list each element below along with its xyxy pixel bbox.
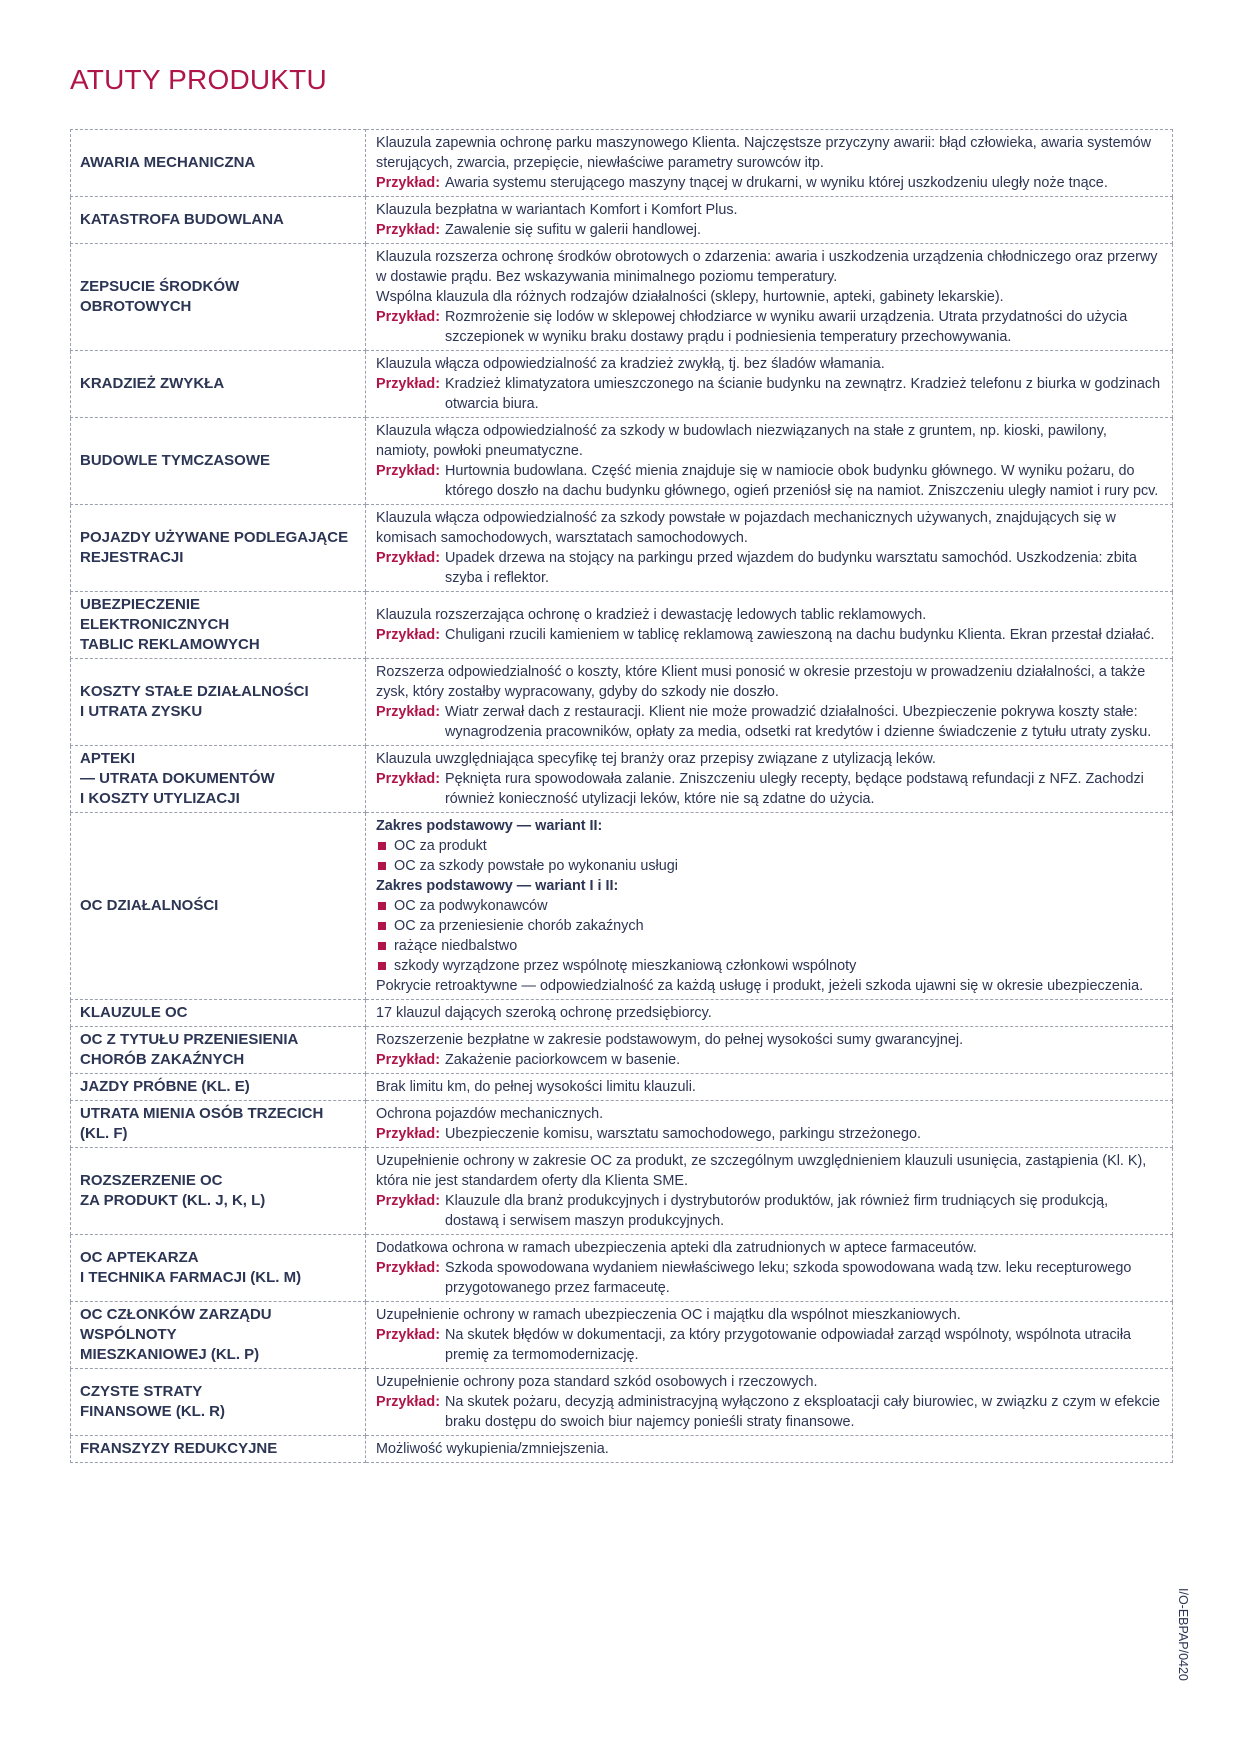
row-description: [366, 1302, 1173, 1369]
bullet-square-icon: [378, 942, 386, 950]
list-item-text: OC za przeniesienie chorób zakaźnych: [394, 918, 644, 934]
example: [376, 173, 1164, 193]
row-heading-line: POJAZDY UŻYWANE PODLEGAJĄCE: [80, 529, 349, 546]
example-label: Przykład:: [376, 463, 440, 479]
page-title: ATUTY PRODUKTU: [70, 64, 327, 95]
table-row: [71, 659, 1173, 746]
row-heading-line: FINANSOWE (KL. R): [80, 1403, 225, 1420]
example: [376, 548, 1164, 588]
table-row: [71, 1000, 1173, 1027]
bullet-square-icon: [378, 862, 386, 870]
row-heading-line: OC Z TYTUŁU PRZENIESIENIA: [80, 1031, 299, 1048]
row-heading-line: BUDOWLE TYMCZASOWE: [80, 452, 270, 469]
example-label: Przykład:: [376, 704, 440, 720]
example-text: Wiatr zerwał dach z restauracji. Klient nie może prowadzić działalności. Ubezpieczenie pokrywa koszty stałe: wynagrodzenia pracowników, opłaty za media, odsetki rat kredytów i dzienne świadczenie z tytułu utraty zysku.: [445, 704, 1152, 740]
row-description: [366, 130, 1173, 197]
row-heading: [71, 1369, 366, 1436]
row-heading-line: ZA PRODUKT (KL. J, K, L): [80, 1192, 266, 1209]
list-item-text: OC za produkt: [394, 838, 487, 854]
row-heading: [71, 1436, 366, 1463]
row-heading: [71, 1074, 366, 1101]
row-heading-line: I UTRATA ZYSKU: [80, 703, 203, 720]
description-text: Uzupełnienie ochrony poza standard szkód osobowych i rzeczowych.: [376, 1374, 818, 1390]
bullet-square-icon: [378, 962, 386, 970]
row-heading-line: UTRATA MIENIA OSÓB TRZECICH: [80, 1105, 324, 1122]
row-heading: [71, 659, 366, 746]
benefits-table: [70, 129, 1173, 1463]
table-row: [71, 1074, 1173, 1101]
row-description: [366, 1000, 1173, 1027]
example-text: Klauzule dla branż produkcyjnych i dystrybutorów produktów, jak również firm trudniących się produkcją, dostawą i serwisem maszyn produkcyjnych.: [445, 1193, 1109, 1229]
example-text: Zawalenie się sufitu w galerii handlowej.: [445, 222, 701, 238]
row-heading: [71, 592, 366, 659]
example-label: Przykład:: [376, 1394, 440, 1410]
row-heading: [71, 130, 366, 197]
example: [376, 769, 1164, 809]
example-label: Przykład:: [376, 376, 440, 392]
row-heading-line: TABLIC REKLAMOWYCH: [80, 636, 260, 653]
row-heading-line: ZEPSUCIE ŚRODKÓW: [80, 278, 240, 295]
example: [376, 1258, 1164, 1298]
table-row: [71, 1436, 1173, 1463]
description-text: 17 klauzul dających szeroką ochronę przedsiębiorcy.: [376, 1005, 712, 1021]
list-item-text: szkody wyrządzone przez wspólnotę mieszkaniową członkowi wspólnoty: [394, 958, 857, 974]
row-heading-line: ROZSZERZENIE OC: [80, 1172, 223, 1189]
row-description: [366, 1235, 1173, 1302]
example-label: Przykład:: [376, 627, 440, 643]
document-code: I/O-EBPAP/0420: [1176, 1588, 1190, 1681]
row-heading-line: WSPÓLNOTY: [80, 1326, 177, 1343]
row-heading-line: KLAUZULE OC: [80, 1004, 188, 1021]
example: [376, 1050, 1164, 1070]
table-row: [71, 244, 1173, 351]
benefits-table-body: [71, 130, 1173, 1463]
row-heading-line: OC DZIAŁALNOŚCI: [80, 897, 219, 914]
example-text: Upadek drzewa na stojący na parkingu przed wjazdem do budynku warsztatu samochód. Uszkodzenia: zbita szyba i reflektor.: [445, 550, 1137, 586]
description-text: Rozszerza odpowiedzialność o koszty, które Klient musi ponosić w okresie przestoju w prowadzeniu działalności, a także zysk, który zostałby wypracowany, gdyby do szkody nie doszło.: [376, 664, 1146, 700]
list-item-text: OC za podwykonawców: [394, 898, 548, 914]
table-row: [71, 1148, 1173, 1235]
row-heading-line: FRANSZYZY REDUKCYJNE: [80, 1440, 278, 1457]
example-label: Przykład:: [376, 1126, 440, 1142]
example: [376, 307, 1164, 347]
row-description: [366, 1074, 1173, 1101]
list-item-text: OC za szkody powstałe po wykonaniu usługi: [394, 858, 678, 874]
table-row: [71, 1369, 1173, 1436]
row-heading: [71, 746, 366, 813]
description-text: Uzupełnienie ochrony w zakresie OC za produkt, ze szczególnym uwzględnieniem klauzuli usunięcia, zastąpienia (Kl. K), która nie jest standardem oferty dla Klienta SME.: [376, 1153, 1147, 1189]
row-description: [366, 659, 1173, 746]
list-item: [376, 896, 1164, 916]
bullet-square-icon: [378, 842, 386, 850]
bullet-square-icon: [378, 922, 386, 930]
example: [376, 1392, 1164, 1432]
row-heading-line: KOSZTY STAŁE DZIAŁALNOŚCI: [80, 683, 309, 700]
row-heading-line: I KOSZTY UTYLIZACJI: [80, 790, 240, 807]
row-description: [366, 418, 1173, 505]
list-item: [376, 936, 1164, 956]
list-item: [376, 916, 1164, 936]
example-label: Przykład:: [376, 1260, 440, 1276]
row-heading: [71, 351, 366, 418]
example-text: Chuligani rzucili kamieniem w tablicę reklamową zawieszoną na dachu budynku Klienta. Ekran przestał działać.: [445, 627, 1155, 643]
description-text: Klauzula bezpłatna w wariantach Komfort i Komfort Plus.: [376, 202, 738, 218]
example-label: Przykład:: [376, 550, 440, 566]
table-row: [71, 1027, 1173, 1074]
description-text: Klauzula zapewnia ochronę parku maszynowego Klienta. Najczęstsze przyczyny awarii: błąd człowieka, awaria systemów sterujących, zwarcia, przepięcie, niewłaściwe parametry surowców itp.: [376, 135, 1152, 171]
example-text: Zakażenie paciorkowcem w basenie.: [445, 1052, 681, 1068]
row-heading-line: (KL. F): [80, 1125, 128, 1142]
row-heading: [71, 813, 366, 1000]
list-item: [376, 856, 1164, 876]
row-heading: [71, 505, 366, 592]
table-row: [71, 1235, 1173, 1302]
table-row: [71, 418, 1173, 505]
description-text: Wspólna klauzula dla różnych rodzajów działalności (sklepy, hurtownie, apteki, gabinety lekarskie).: [376, 289, 1004, 305]
example-label: Przykład:: [376, 175, 440, 191]
row-heading-line: CZYSTE STRATY: [80, 1383, 203, 1400]
list-item-text: rażące niedbalstwo: [394, 938, 518, 954]
example-label: Przykład:: [376, 1193, 440, 1209]
row-heading: [71, 197, 366, 244]
description-text: Rozszerzenie bezpłatne w zakresie podstawowym, do pełnej wysokości sumy gwarancyjnej.: [376, 1032, 964, 1048]
list-item: [376, 836, 1164, 856]
bullet-square-icon: [378, 902, 386, 910]
row-heading-line: OC CZŁONKÓW ZARZĄDU: [80, 1306, 272, 1323]
row-description: [366, 351, 1173, 418]
table-row: [71, 197, 1173, 244]
row-description: [366, 1436, 1173, 1463]
description-text: Klauzula uwzględniająca specyfikę tej branży oraz przepisy związane z utylizacją leków.: [376, 751, 936, 767]
example-label: Przykład:: [376, 309, 440, 325]
example: [376, 702, 1164, 742]
row-heading: [71, 244, 366, 351]
row-heading: [71, 1148, 366, 1235]
example-label: Przykład:: [376, 222, 440, 238]
example-label: Przykład:: [376, 1052, 440, 1068]
description-text: Brak limitu km, do pełnej wysokości limitu klauzuli.: [376, 1079, 696, 1095]
row-description: [366, 505, 1173, 592]
row-heading-line: UBEZPIECZENIE: [80, 596, 201, 613]
scope-variant-title: Zakres podstawowy — wariant I i II:: [376, 878, 619, 894]
row-heading-line: OC APTEKARZA: [80, 1249, 199, 1266]
description-text: Klauzula włącza odpowiedzialność za kradzież zwykłą, tj. bez śladów włamania.: [376, 356, 885, 372]
table-row: [71, 1101, 1173, 1148]
example-label: Przykład:: [376, 1327, 440, 1343]
row-description: [366, 1101, 1173, 1148]
example-text: Pęknięta rura spowodowała zalanie. Zniszczeniu uległy recepty, będące podstawą refundacji z NFZ. Zachodzi również konieczność utylizacji leków, które nie są zdatne do użycia.: [445, 771, 1144, 807]
row-heading-line: ELEKTRONICZNYCH: [80, 616, 230, 633]
row-description: [366, 1369, 1173, 1436]
description-text: Dodatkowa ochrona w ramach ubezpieczenia apteki dla zatrudnionych w aptece farmaceutów.: [376, 1240, 977, 1256]
table-row: [71, 505, 1173, 592]
example-label: Przykład:: [376, 771, 440, 787]
description-text: Klauzula rozszerzająca ochronę o kradzież i dewastację ledowych tablic reklamowych.: [376, 607, 927, 623]
row-heading-line: JAZDY PRÓBNE (KL. E): [80, 1078, 250, 1095]
row-heading: [71, 1302, 366, 1369]
list-item: [376, 956, 1164, 976]
row-heading: [71, 1235, 366, 1302]
description-text: Możliwość wykupienia/zmniejszenia.: [376, 1441, 609, 1457]
description-text: Ochrona pojazdów mechanicznych.: [376, 1106, 604, 1122]
row-heading-line: AWARIA MECHANICZNA: [80, 154, 256, 171]
row-description: [366, 813, 1173, 1000]
row-heading-line: REJESTRACJI: [80, 549, 184, 566]
row-description: [366, 244, 1173, 351]
description-text: Klauzula rozszerza ochronę środków obrotowych o zdarzenia: awaria i uszkodzenia urządzenia chłodniczego oraz przerwy w dostawie prądu. Bez wskazywania minimalnego poziomu temperatury.: [376, 249, 1158, 285]
row-description: [366, 1148, 1173, 1235]
row-heading-line: CHORÓB ZAKAŹNYCH: [80, 1051, 245, 1068]
row-heading: [71, 1027, 366, 1074]
table-row: [71, 813, 1173, 1000]
example: [376, 461, 1164, 501]
example: [376, 625, 1164, 645]
example-text: Szkoda spowodowana wydaniem niewłaściwego leku; szkoda spowodowana wadą tzw. leku recepturowego przygotowanego przez farmaceutę.: [445, 1260, 1132, 1296]
row-heading-line: I TECHNIKA FARMACJI (KL. M): [80, 1269, 302, 1286]
row-heading-line: KATASTROFA BUDOWLANA: [80, 211, 284, 228]
row-description: [366, 197, 1173, 244]
example: [376, 220, 1164, 240]
row-description: [366, 592, 1173, 659]
example-text: Ubezpieczenie komisu, warsztatu samochodowego, parkingu strzeżonego.: [445, 1126, 921, 1142]
description-text: Klauzula włącza odpowiedzialność za szkody w budowlach niezwiązanych na stałe z gruntem, np. kioski, pawilony, namioty, powłoki pneumatyczne.: [376, 423, 1107, 459]
example-text: Rozmrożenie się lodów w sklepowej chłodziarce w wyniku awarii urządzenia. Utrata przydatności do użycia szczepionek w wyniku braku dostawy prądu i podniesienia temperatury przechowywania.: [445, 309, 1128, 345]
row-heading-line: APTEKI: [80, 750, 136, 767]
example-text: Kradzież klimatyzatora umieszczonego na ścianie budynku na zewnątrz. Kradzież telefonu z biurka w godzinach otwarcia biura.: [445, 376, 1161, 412]
example-text: Awaria systemu sterującego maszyny tnącej w drukarni, w wyniku której uszkodzeniu uległy noże tnące.: [445, 175, 1108, 191]
row-heading: [71, 1101, 366, 1148]
row-description: [366, 1027, 1173, 1074]
row-heading-line: — UTRATA DOKUMENTÓW: [80, 770, 275, 787]
benefits-table-wrapper: [70, 129, 1172, 1463]
table-row: [71, 746, 1173, 813]
example: [376, 1124, 1164, 1144]
example-text: Na skutek błędów w dokumentacji, za który przygotowanie odpowiadał zarząd wspólnoty, wspólnota utraciła premię za termomodernizację.: [445, 1327, 1132, 1363]
row-heading: [71, 1000, 366, 1027]
scope-variant-title: Zakres podstawowy — wariant II:: [376, 818, 603, 834]
description-text: Klauzula włącza odpowiedzialność za szkody powstałe w pojazdach mechanicznych używanych, znajdujących się w komisach samochodowych, warsztatach samochodowych.: [376, 510, 1116, 546]
example-text: Na skutek pożaru, decyzją administracyjną wyłączono z eksploatacji cały biurowiec, w związku z czym w efekcie braku dostępu do swoich biur najemcy ponieśli straty finansowe.: [445, 1394, 1161, 1430]
example-text: Hurtownia budowlana. Część mienia znajduje się w namiocie obok budynku głównego. W wyniku pożaru, do którego doszło na dachu budynku głównego, ogień przeniósł się na namiot. Zniszczeniu uległy namiot i rury pcv.: [445, 463, 1159, 499]
example: [376, 374, 1164, 414]
example: [376, 1325, 1164, 1365]
table-row: [71, 351, 1173, 418]
table-row: [71, 130, 1173, 197]
row-description: [366, 746, 1173, 813]
description-text: Uzupełnienie ochrony w ramach ubezpieczenia OC i majątku dla wspólnot mieszkaniowych.: [376, 1307, 961, 1323]
row-heading: [71, 418, 366, 505]
example: [376, 1191, 1164, 1231]
row-heading-line: KRADZIEŻ ZWYKŁA: [80, 375, 225, 392]
table-row: [71, 592, 1173, 659]
table-row: [71, 1302, 1173, 1369]
row-heading-line: OBROTOWYCH: [80, 298, 192, 315]
description-text: Pokrycie retroaktywne — odpowiedzialność za każdą usługę i produkt, jeżeli szkoda ujawni się w okresie ubezpieczenia.: [376, 978, 1144, 994]
row-heading-line: MIESZKANIOWEJ (KL. P): [80, 1346, 260, 1363]
